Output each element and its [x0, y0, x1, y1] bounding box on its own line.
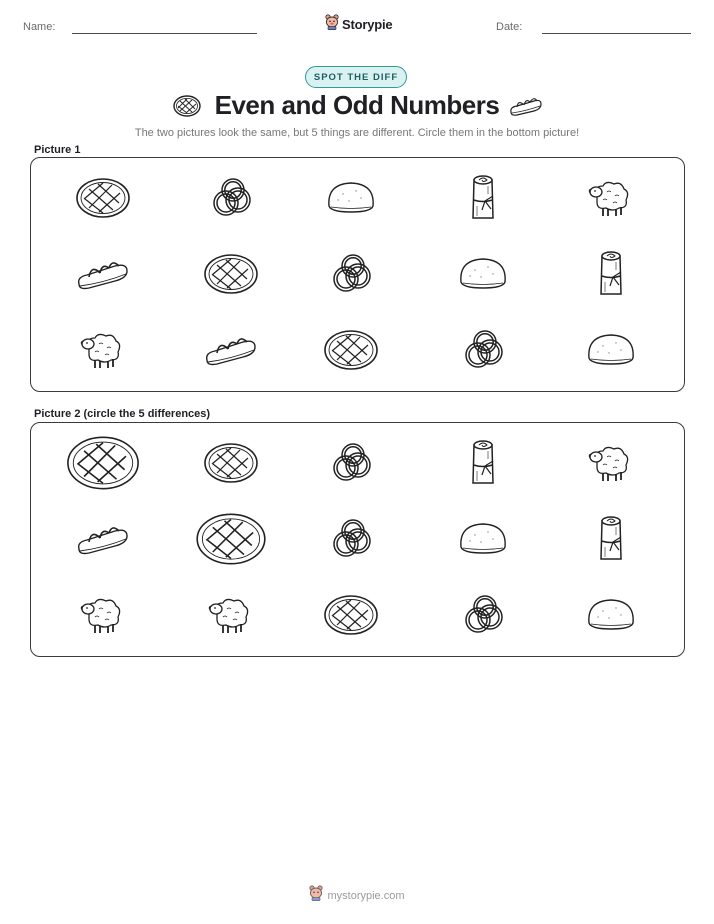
- brand-name: Storypie: [342, 17, 393, 32]
- mascot-icon: [325, 14, 339, 35]
- scroll-icon[interactable]: [443, 431, 523, 495]
- rings-icon: [311, 242, 391, 306]
- flatbread-icon[interactable]: [311, 583, 391, 647]
- scroll-icon: [443, 166, 523, 230]
- flatbread-icon[interactable]: [63, 431, 143, 495]
- name-label: Name:: [23, 21, 56, 33]
- rings-icon: [443, 318, 523, 382]
- bread-loaf-icon[interactable]: [571, 583, 651, 647]
- bread-loaf-icon[interactable]: [443, 507, 523, 571]
- sheep-icon[interactable]: [63, 583, 143, 647]
- sandal-icon[interactable]: [63, 507, 143, 571]
- rings-icon[interactable]: [311, 507, 391, 571]
- footer-mascot-icon: [309, 885, 323, 906]
- instructions: The two pictures look the same, but 5 things are different. Circle them in the bottom picture!: [134, 127, 580, 139]
- rings-icon[interactable]: [443, 583, 523, 647]
- rings-icon[interactable]: [311, 431, 391, 495]
- page-title: Even and Odd Numbers: [214, 90, 500, 120]
- picture-2-panel[interactable]: [30, 422, 685, 657]
- name-line[interactable]: [72, 33, 257, 34]
- date-line[interactable]: [542, 33, 691, 34]
- flatbread-icon: [311, 318, 391, 382]
- sandal-icon: [63, 242, 143, 306]
- flatbread-icon: [63, 166, 143, 230]
- rings-icon: [191, 166, 271, 230]
- date-label: Date:: [496, 21, 523, 33]
- brand-logo: [325, 14, 392, 35]
- bread-loaf-icon: [443, 242, 523, 306]
- sheep-icon[interactable]: [571, 431, 651, 495]
- flatbread-icon: [191, 242, 271, 306]
- picture-1-label: Picture 1: [34, 144, 81, 156]
- picture-1-panel: [30, 157, 685, 392]
- picture-2-label: Picture 2 (circle the 5 differences): [34, 408, 211, 420]
- bread-loaf-icon: [311, 166, 391, 230]
- flatbread-icon[interactable]: [191, 431, 271, 495]
- scroll-icon: [571, 242, 651, 306]
- sheep-icon: [63, 318, 143, 382]
- title-sandal-icon: [509, 94, 543, 123]
- scroll-icon[interactable]: [571, 507, 651, 571]
- sandal-icon: [191, 318, 271, 382]
- sheep-icon[interactable]: [191, 583, 271, 647]
- sheep-icon: [571, 166, 651, 230]
- bread-loaf-icon: [571, 318, 651, 382]
- footer-url: mystorypie.com: [327, 889, 405, 902]
- flatbread-icon[interactable]: [191, 507, 271, 571]
- footer: [0, 885, 714, 906]
- category-badge: SPOT THE DIFF: [305, 66, 407, 88]
